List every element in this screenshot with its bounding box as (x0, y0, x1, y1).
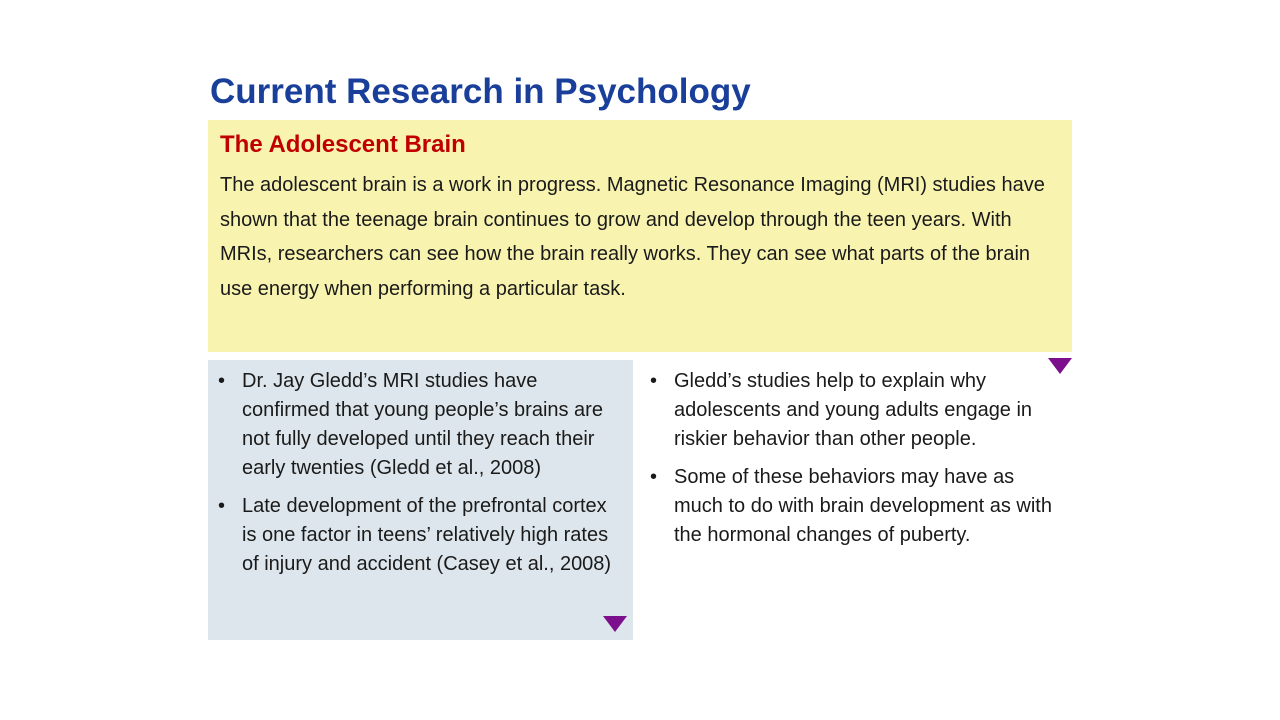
right-bullet-item (640, 463, 1055, 550)
bullet-text: Dr. Jay Gledd’s MRI studies have confirmed that young people’s brains are not fully developed until they reach their early twenties (Gledd et al., 2008) (242, 370, 603, 479)
left-bullet-item (208, 492, 615, 579)
right-bullet-list (640, 360, 1065, 550)
left-bullet-panel (208, 360, 633, 640)
advance-triangle-down-icon[interactable] (1048, 358, 1072, 374)
bullet-dot: • (218, 495, 226, 517)
bullet-dot: • (218, 370, 226, 392)
advance-triangle-down-icon[interactable] (603, 616, 627, 632)
intro-text: The adolescent brain is a work in progress. Magnetic Resonance Imaging (MRI) studies have shown that the teenage brain continues to grow and develop through the teen years. With MRIs, researchers can see how the brain really works. They can see what parts of the brain use energy when performing a particular task. (220, 174, 1045, 300)
intro-heading: The Adolescent Brain (220, 131, 466, 158)
left-bullet-list (208, 360, 633, 579)
right-bullet-item (640, 367, 1055, 454)
bullet-dot: • (650, 466, 658, 488)
bullet-text: Some of these behaviors may have as much to do with brain development as with the hormonal changes of puberty. (674, 466, 1052, 546)
bullet-dot: • (650, 370, 658, 392)
bullet-text: Late development of the prefrontal cortex is one factor in teens’ relatively high rates of injury and accident (Casey et al., 2008) (242, 495, 612, 575)
right-bullet-panel (640, 360, 1065, 640)
bullet-text: Gledd’s studies help to explain why adolescents and young adults engage in riskier behavior than other people. (674, 370, 1033, 450)
left-bullet-item (208, 367, 615, 483)
intro-box (208, 120, 1072, 352)
slide-title: Current Research in Psychology (210, 72, 751, 111)
